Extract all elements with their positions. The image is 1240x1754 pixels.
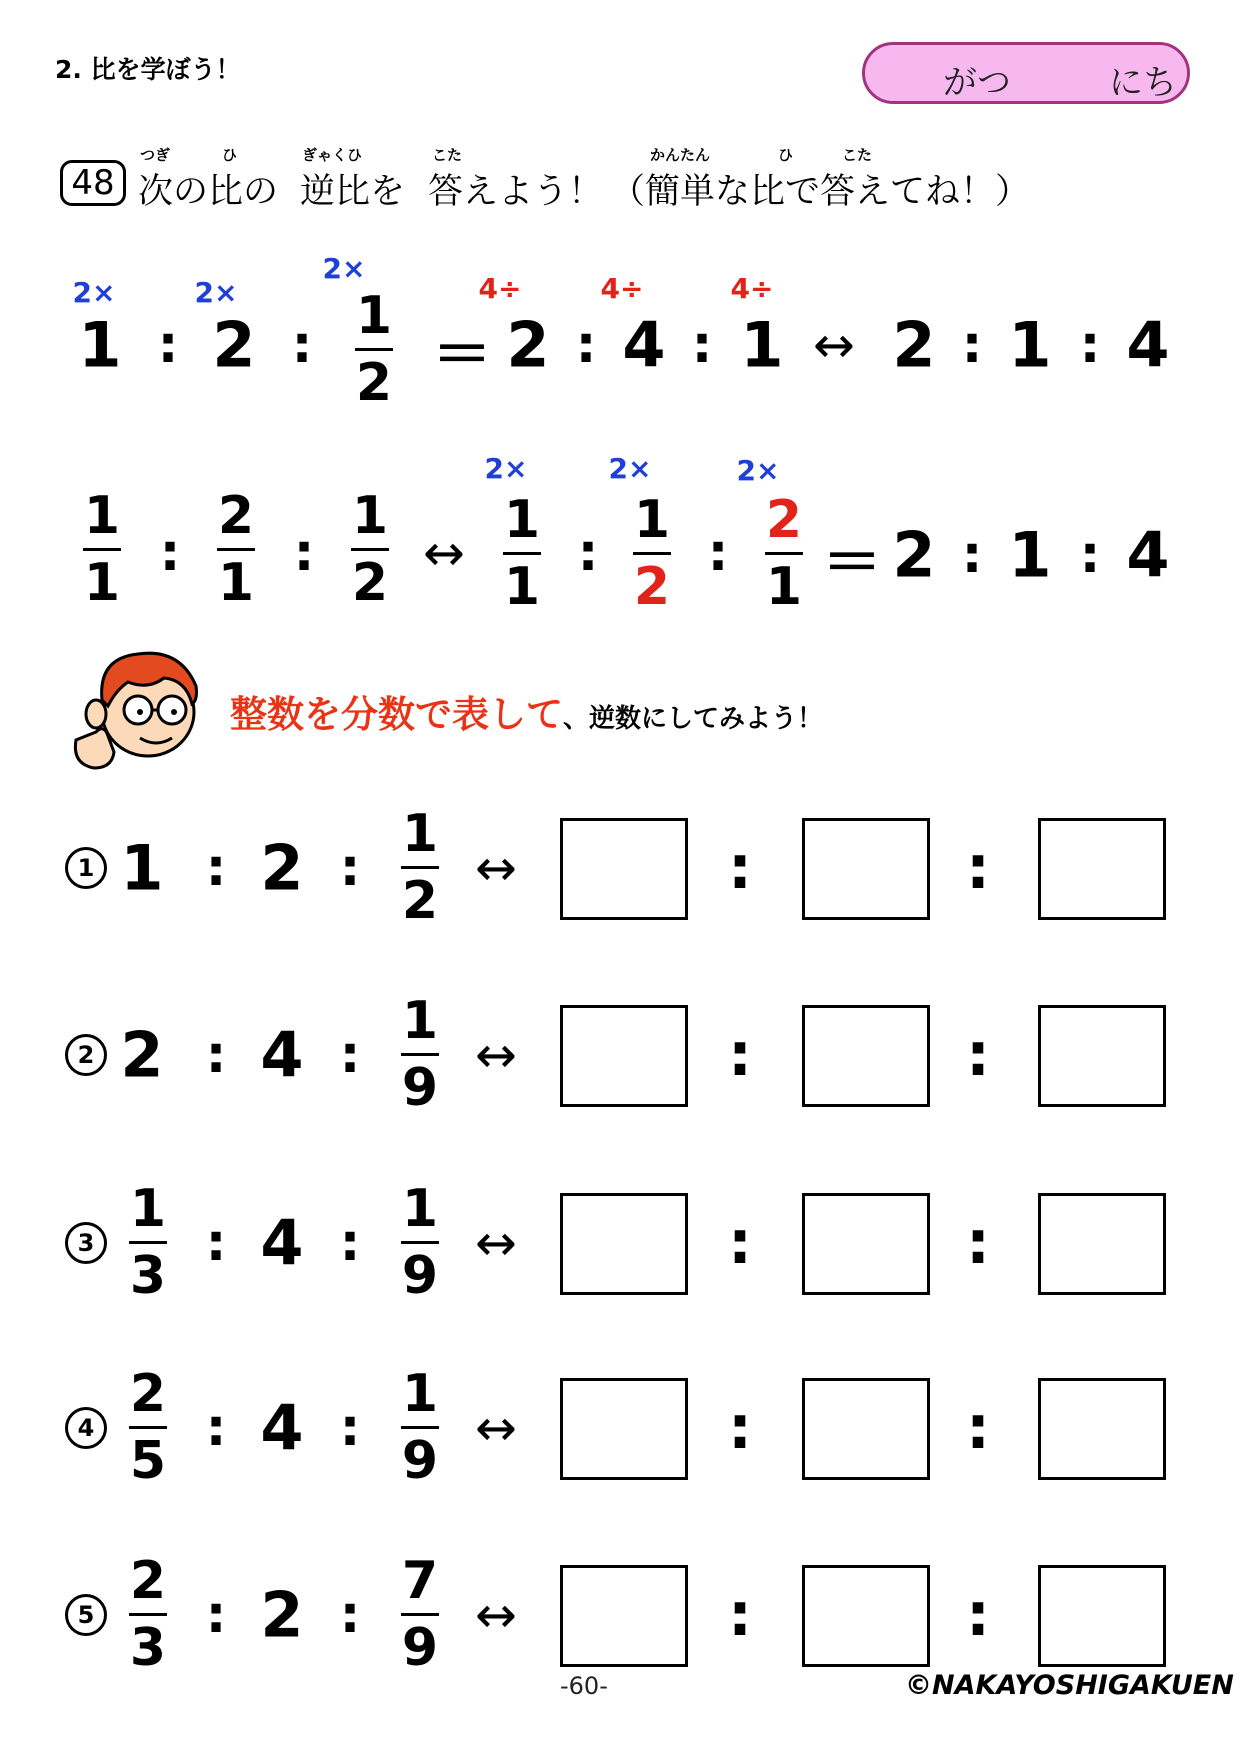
term: 2 [212, 308, 256, 382]
arrow-icon: ↔ [475, 1214, 517, 1272]
date-day-label: にち [1109, 63, 1177, 103]
colon: : [966, 1393, 990, 1463]
colon: : [961, 525, 983, 585]
fraction: 2 1 [765, 490, 803, 617]
colon: : [575, 315, 597, 375]
answer-box-3[interactable] [1038, 1565, 1166, 1667]
problem-number: 4 [65, 1407, 107, 1449]
colon: : [966, 833, 990, 903]
colon: : [577, 523, 599, 583]
problem-number: 3 [65, 1222, 107, 1264]
fraction: 1 2 [351, 486, 389, 613]
arrow-icon: ↔ [423, 524, 465, 582]
fraction: 1 1 [503, 490, 541, 617]
term: 1 [740, 308, 784, 382]
colon: : [291, 315, 313, 375]
problem-number: 5 [65, 1594, 107, 1636]
div-label: 4÷ [478, 272, 522, 305]
answer-box-3[interactable] [1038, 1193, 1166, 1295]
instruction-part-2: 逆比を [300, 172, 406, 212]
instruction-part-1: 次の比の [138, 172, 279, 212]
equals-sign: ＝ [822, 528, 882, 598]
term: 4 [622, 308, 666, 382]
ruby-hi-2: ひ [778, 146, 794, 164]
arrow-icon: ↔ [475, 1586, 517, 1644]
colon: : [966, 1208, 990, 1278]
answer-box-3[interactable] [1038, 1005, 1166, 1107]
instruction-part-4: （簡単な比で答えてね！） [610, 172, 1031, 212]
answer-box-2[interactable] [802, 1005, 930, 1107]
ruby-kota-2: こた [842, 146, 873, 164]
answer-box-1[interactable] [560, 818, 688, 920]
arrow-icon: ↔ [813, 316, 855, 374]
term: 4 [260, 1206, 304, 1280]
colon: : [728, 1208, 752, 1278]
fraction: 1 2 [401, 804, 439, 931]
colon: : [339, 1398, 361, 1458]
instruction-part-3: 答えよう！ [428, 172, 604, 212]
teacher-mascot-icon [68, 640, 218, 780]
answer-box-3[interactable] [1038, 818, 1166, 920]
result-term: 2 [892, 308, 936, 382]
div-label: 4÷ [730, 272, 774, 305]
problem-number: 1 [65, 847, 107, 889]
hint-rest: 、逆数にしてみよう！ [563, 704, 824, 734]
term: 2 [260, 831, 304, 905]
fraction: 2 3 [129, 1551, 167, 1678]
equals-sign: ＝ [432, 320, 492, 390]
fraction: 1 2 [633, 490, 671, 617]
problem-number: 2 [65, 1034, 107, 1076]
term: 2 [120, 1018, 164, 1092]
arrow-icon: ↔ [475, 839, 517, 897]
colon: : [339, 1213, 361, 1273]
question-number: 48 [60, 160, 126, 206]
term: 2 [260, 1578, 304, 1652]
page-number: -60- [560, 1672, 608, 1700]
answer-box-3[interactable] [1038, 1378, 1166, 1480]
term: 1 [78, 308, 122, 382]
copyright: ©NAKAYOSHIGAKUEN [905, 1670, 1234, 1701]
mult-label: 2× [608, 452, 652, 485]
term: 1 [120, 831, 164, 905]
colon: : [159, 523, 181, 583]
ruby-kantan: かんたん [650, 146, 711, 164]
ruby-hi: ひ [222, 146, 238, 164]
answer-box-2[interactable] [802, 1378, 930, 1480]
hint-emphasis: 整数を分数で表して [230, 693, 563, 736]
date-box[interactable] [862, 42, 1190, 104]
colon: : [728, 833, 752, 903]
section-title: 2. 比を学ぼう！ [55, 55, 241, 84]
colon: : [205, 1025, 227, 1085]
date-month-label: がつ [943, 63, 1011, 103]
colon: : [728, 1580, 752, 1650]
mult-label: 2× [322, 252, 366, 285]
fraction: 1 2 [355, 286, 393, 413]
term: 2 [506, 308, 550, 382]
answer-box-2[interactable] [802, 818, 930, 920]
mult-label: 2× [736, 454, 780, 487]
answer-box-1[interactable] [560, 1565, 688, 1667]
colon: : [293, 523, 315, 583]
fraction: 1 9 [401, 1179, 439, 1306]
fraction: 1 9 [401, 1364, 439, 1491]
answer-box-1[interactable] [560, 1005, 688, 1107]
colon: : [205, 838, 227, 898]
ruby-gyakuhi: ぎゃくひ [302, 146, 363, 164]
arrow-icon: ↔ [475, 1399, 517, 1457]
colon: : [339, 838, 361, 898]
term: 4 [260, 1391, 304, 1465]
result-term: 1 [1008, 308, 1052, 382]
colon: : [205, 1585, 227, 1645]
colon: : [961, 315, 983, 375]
result-term: 4 [1126, 308, 1170, 382]
mult-label: 2× [72, 276, 116, 309]
colon: : [339, 1585, 361, 1645]
colon: : [157, 315, 179, 375]
colon: : [691, 315, 713, 375]
fraction: 7 9 [401, 1551, 439, 1678]
colon: : [966, 1580, 990, 1650]
fraction: 2 5 [129, 1364, 167, 1491]
div-label: 4÷ [600, 272, 644, 305]
answer-box-1[interactable] [560, 1378, 688, 1480]
colon: : [966, 1020, 990, 1090]
fraction: 1 3 [129, 1179, 167, 1306]
colon: : [205, 1398, 227, 1458]
fraction: 1 1 [83, 486, 121, 613]
hint-text [230, 684, 823, 738]
colon: : [707, 523, 729, 583]
arrow-icon: ↔ [475, 1026, 517, 1084]
colon: : [205, 1213, 227, 1273]
colon: : [728, 1020, 752, 1090]
result-term: 2 [892, 518, 936, 592]
colon: : [1079, 525, 1101, 585]
fraction: 2 1 [217, 486, 255, 613]
mult-label: 2× [484, 452, 528, 485]
term: 4 [260, 1018, 304, 1092]
mult-label: 2× [194, 276, 238, 309]
answer-box-2[interactable] [802, 1565, 930, 1667]
ruby-kota: こた [432, 146, 463, 164]
answer-box-2[interactable] [802, 1193, 930, 1295]
ruby-tsugi: つぎ [140, 146, 171, 164]
colon: : [728, 1393, 752, 1463]
result-term: 4 [1126, 518, 1170, 592]
colon: : [1079, 315, 1101, 375]
fraction: 1 9 [401, 991, 439, 1118]
colon: : [339, 1025, 361, 1085]
answer-box-1[interactable] [560, 1193, 688, 1295]
result-term: 1 [1008, 518, 1052, 592]
